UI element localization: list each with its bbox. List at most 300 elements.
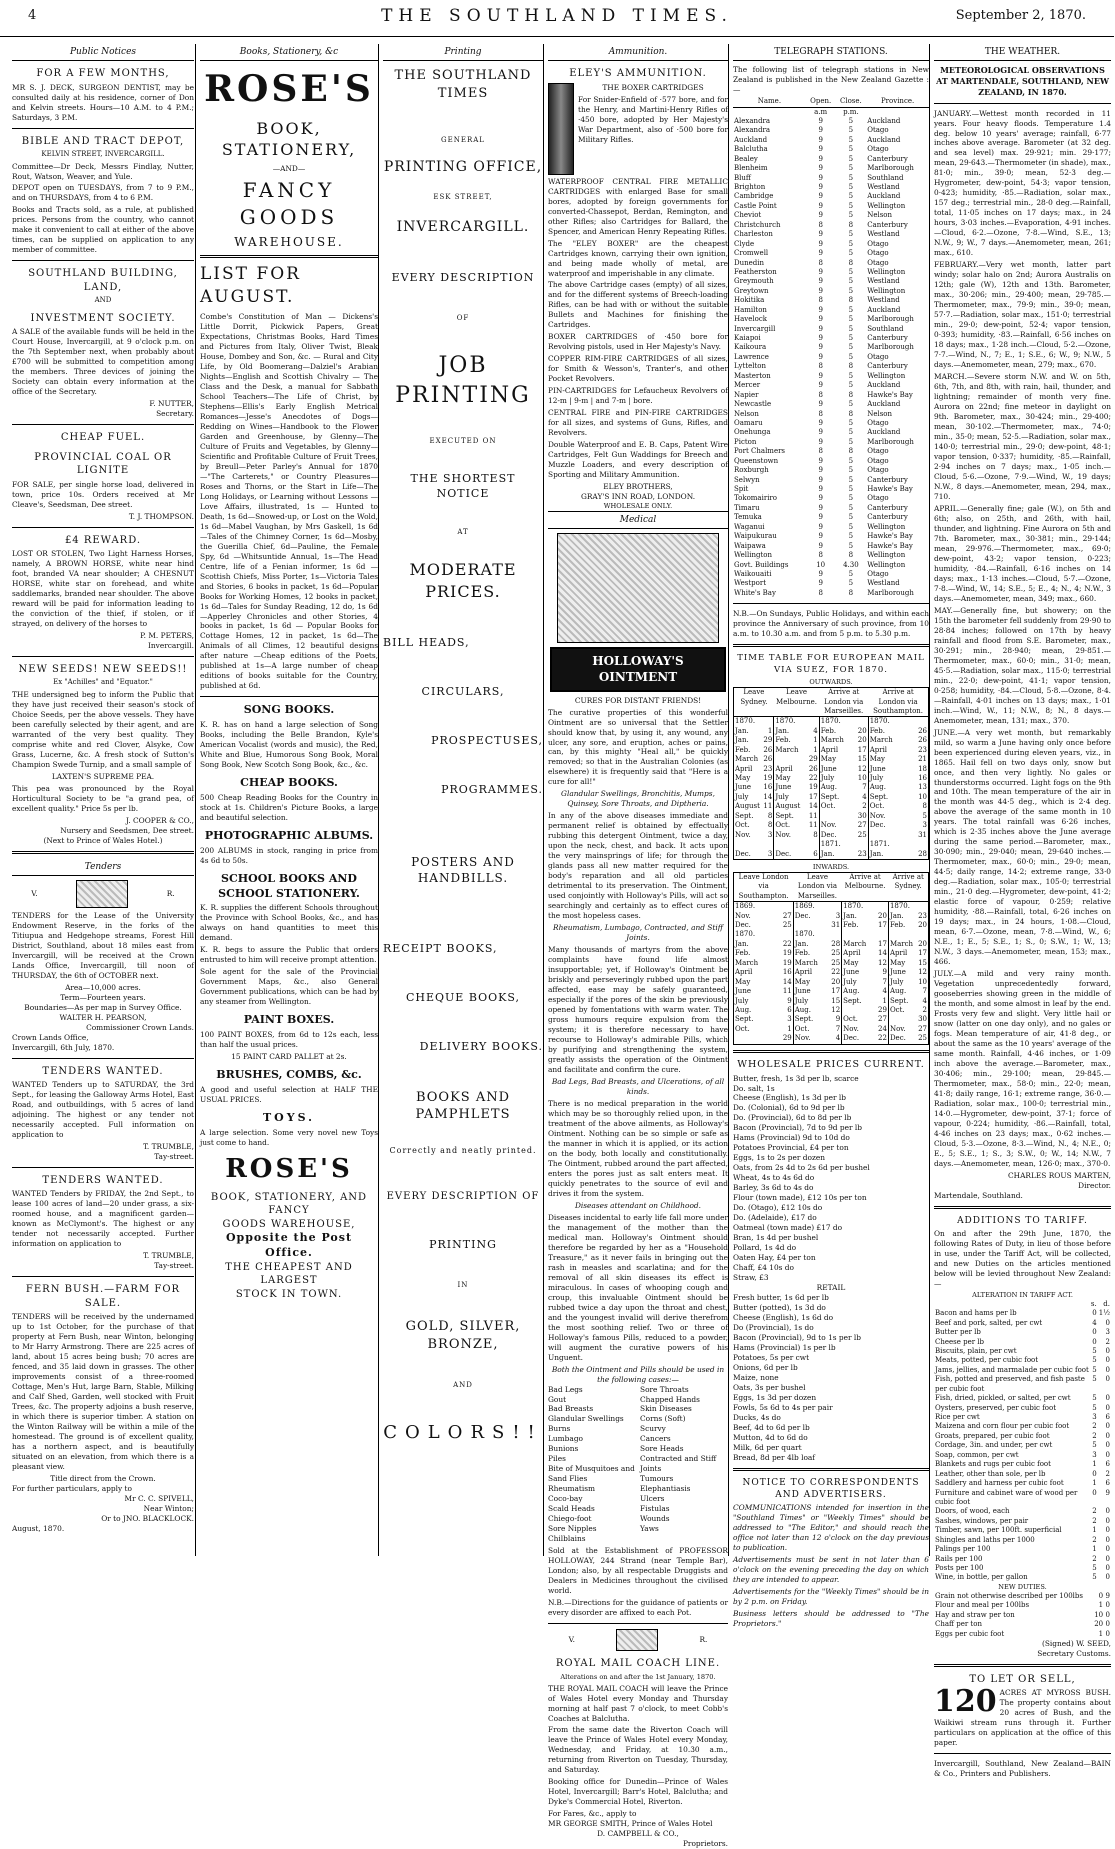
table-cell: 8 [848,409,854,418]
table-header: Leave London via Marseilles. [793,872,841,901]
table-cell: 9 [818,522,823,531]
table-cell: Onehunga [734,428,771,437]
table-row [733,287,929,296]
table-cell: Auckland [867,192,901,201]
retail-prices-list [733,1293,929,1463]
table-cell: May [793,978,827,987]
table-cell: August [774,802,806,811]
ad-subheading: Diseases attendant on Childhood. [574,1200,702,1210]
table-cell: Jan. [774,727,806,736]
table-cell: 5 [848,428,854,437]
table-cell: 16 [763,783,773,792]
table-cell: 9 [818,192,823,201]
ad-body: Committee—Dr Deck, Messrs Findlay, Nutter, Rout, Watson, Weaver, and Yule. [12,161,194,181]
table-cell: 3 [1105,1328,1110,1337]
table-cell: Aug. [868,783,910,792]
printing-line: THE SHORTEST NOTICE [410,471,516,500]
table-cell: 21 [918,755,927,764]
table-row [934,1545,1111,1554]
ad-title: FOR A FEW MONTHS, [36,68,170,80]
ad-signature: CHARLES ROUS MARTEN, [1008,1170,1111,1180]
table-row [934,1601,1111,1610]
diseases-list [548,1385,728,1545]
list-item: Do. (Colonial), 6d to 9d per lb [733,1103,845,1113]
table-cell: Wellington [734,551,773,560]
column-telegraph [728,44,933,1629]
table-cell [853,717,868,727]
table-cell: 3 [787,1015,792,1024]
ad-body: Diseases incidental to early life fall more under the management of the mother than the medical man. Holloway's Ointment should therefore be regarded by her as a "Household Treasure," as it never fails in bringing out the rash in measles and scarlatina; and for the removal of all skin diseases its effect is miraculous. In cases of whooping cough and croup, this invaluable Ointment should be rubbed twice a day upon the throat and chest, and the youngest invalid will derive therefrom the most soothing relief. Two or three of Holloway's famous Pills, reduced to a powder, will augment the curative powers of his Unguent. [548,1212,728,1362]
table-cell: 9 [818,211,823,220]
table-row [934,1489,1111,1508]
ad-body: N.B.—Directions for the guidance of patients or every disorder are affixed to each Pot. [548,1598,728,1618]
table-row [733,381,929,390]
table-cell: 9 [818,381,823,390]
table-cell: 11 [782,987,792,996]
table-cell: Oct. [819,802,853,811]
table-cell: 5 [848,135,854,144]
table-cell: 9 [818,343,823,352]
table-row [733,343,929,352]
ad-line: Boundaries—As per map in Survey Office. [24,1002,182,1012]
table-cell: 9 [818,116,823,125]
table-cell [762,717,774,727]
table-cell [910,717,929,727]
crest-letter: V. [568,1635,576,1645]
table-cell: 23 [857,849,867,858]
table-cell: 26 [763,745,773,754]
table-cell: 0 [1092,1337,1097,1346]
table-cell: 1871. [868,840,910,849]
table-cell: April [793,968,827,977]
table-cell: 11 [808,811,818,820]
table-cell: 14 [782,977,792,986]
table-cell: 9 [818,418,823,427]
table-cell: 9 [818,126,823,135]
table-row [734,959,929,968]
table-row [733,192,929,201]
table-cell: 17 [857,745,867,754]
table-row [733,145,929,154]
table-cell: Aug. [793,1006,827,1015]
table-cell: Otago [867,466,889,475]
table-cell: 9 [818,569,823,578]
ad-body: WANTED Tenders by FRIDAY, the 2nd Sept., to lease 100 acres of land—20 under grass, a six-roomed house, and a magnificent garden—known as McClymont's. The highest or any tender not necessarily accepted. Further information on application to [12,1189,194,1249]
list-item: Butter, fresh, 1s 3d per lb, scarce [733,1073,859,1083]
table-row [734,987,929,996]
table-cell: 1870. [774,717,806,727]
table-cell: 8 [767,821,773,830]
table-row [733,259,929,268]
table-cell: 10 [918,792,927,801]
table-cell: Flour and meal per 100lbs [935,1601,1030,1610]
table-row [733,240,929,249]
table-cell: Oct. [793,1025,827,1034]
table-cell: Westland [867,296,900,305]
list-item: Ducks, 4s do [733,1412,781,1422]
list-item: Potatoes Provincial, £4 per ton [733,1143,849,1153]
table-row [734,821,929,830]
table-row [733,164,929,173]
table-cell: 12 [857,764,867,773]
table-row [934,1451,1111,1460]
table-cell: Aug. [888,987,916,996]
intro-text: The following list of telegraph stations in New Zealand is published in the New Zealand Gazette :— [733,65,929,95]
ad-title: CHEAP FUEL. [60,432,146,444]
table-cell [910,840,929,849]
table-cell: 0 [1105,1535,1110,1544]
table-cell: 5 [848,475,854,484]
table-cell: Feb. [735,949,751,958]
table-row [734,802,929,811]
table-cell: 9 [818,456,823,465]
table-cell: 8 [818,258,823,267]
ad-body: DEPOT open on TUESDAYS, from 7 to 9 P.M., and on THURSDAYS, from 4 to 6 P.M. [12,183,194,203]
newspaper-title: THE SOUTHLAND TIMES. [381,6,733,26]
table-header: Leave Melbourne. [774,688,819,717]
table-cell: 20 [857,736,867,745]
table-row [734,1034,929,1044]
table-cell: White's Bay [734,588,776,597]
table-cell: 16 [782,968,792,977]
printing-line: JOB PRINTING [395,353,531,408]
table-row [934,1611,1111,1620]
table-cell: March [735,958,759,967]
table-cell: 30 [918,1015,927,1024]
ad-body: Booking office for Dunedin—Prince of Wales Hotel, Invercargill; Barr's Hotel, Balclutha; and Dyke's Commercial Hotel, Riverton. [548,1777,728,1807]
table-cell: 9 [818,239,823,248]
table-row [733,532,929,541]
ad-body: WATERPROOF CENTRAL FIRE METALLIC CARTRIDGES with enlarged Base for small bores, adopted by foreign governments for converted-Chassepot, Berdan, Remington, and other Rifles; also Cartridges for Ballard, the Spencer, and American Henry Repeating Rifles. [548,176,728,236]
ad-signature: WHOLESALE ONLY. [603,502,673,511]
ad-body: PIN-CARTRIDGES for Lefaucheux Revolvers of 12-m | 9-m | and 7-m | bore. [548,386,728,406]
list-item: Milk, 6d per quart [733,1442,802,1452]
table-cell: Dec. [868,821,910,830]
table-cell: 4 [835,1034,841,1043]
table-cell [827,902,842,912]
table-cell: 9 [818,154,823,163]
table-cell: April [888,949,916,958]
printing-line: BILL HEADS, [383,636,470,650]
table-cell: 4 [922,996,927,1005]
list-item: Sore Throats [640,1384,689,1394]
table-cell: Nov. [735,830,751,839]
table-cell: 1 [1092,1460,1097,1469]
table-cell: 1 [813,736,818,745]
ad-title: PHOTOGRAPHIC ALBUMS. [204,828,374,842]
table-cell: Jan. [735,736,749,745]
table-cell: Auckland [867,135,901,144]
ad-signature: F. NUTTER, [149,399,194,409]
list-item: Onions, 6d per lb [733,1363,798,1373]
table-row [733,504,929,513]
table-cell: 5 [848,371,854,380]
ad-signature: (Next to Prince of Wales Hotel.) [43,835,163,845]
table-cell: 0 [1105,1431,1110,1440]
table-cell: 9 [818,201,823,210]
table-cell: Auckland [867,305,901,314]
ad-signature: T. TRUMBLE, [143,1141,194,1151]
table-cell: 8 [848,588,854,597]
table-cell: Westland [867,183,900,192]
table-cell: 19 [808,783,818,792]
ad-subheading: Rheumatism, Lumbago, Contracted, and Stiff Joints. [553,923,723,943]
ad-body: For Snider-Enfield of ·577 bore, and for the Henry, and Martini-Henry Rifles of ·450 bore, adopted by Her Majesty's War Department, also of ·500 bore for Military Rifles. [578,94,728,144]
table-row [934,1404,1111,1413]
table-cell: Kaikoura [734,343,767,352]
table-cell: Queenstown [734,456,779,465]
table-cell: Tokomairiro [734,494,777,503]
table-cell: 9 [818,475,823,484]
month-observation: APRIL.—Generally fine; gale (W.), on 5th and 6th; also, on 25th, and 26th, with hail, thunder, and lightning. Fine Aurora on 5th and 7th. Barometer, max., 30·381; min., 29·144; mean, 29·976.—Thermometer, max., 69·0; dew-point, 43·2; vapor tension, 0·223; humidity, ·84.—Rainfall, 6·16 inches on 14 days; max., 1·13 inches.—Cloud, 5·7.—Ozone, 7·8.—Wind, W., 14; S.E., 5; E., 4; N., 4; N.W., 3 days.—Anemometer, mean, 349; max., 660. [934,503,1111,603]
table-cell: Roxburgh [734,466,769,475]
table-cell: 8 [848,296,854,305]
table-cell: Hawke's Bay [867,532,913,541]
ad-title: SOUTHLAND BUILDING, LAND, [28,268,178,293]
table-cell: 9 [818,277,823,286]
printing-line: POSTERS AND HANDBILLS. [411,854,515,885]
table-cell: 26 [918,726,927,735]
table-cell: 18 [918,764,927,773]
table-row [733,202,929,211]
table-row [733,155,929,164]
notice-body: COMMUNICATIONS intended for insertion in the "Southland Times" or "Weekly Times" should be addressed to "The Editor," and should reach the office not later than 12 o'clock on the day previous to publication. [733,1503,929,1553]
nb-text: N.B.—On Sundays, Public Holidays, and within each province the Anniversary of such province, from 10 a.m. to 10.30 a.m. and from 5 p.m. to 5.30 p.m. [733,609,929,639]
month-observation: JULY.—A mild and very rainy month. Vegetation unprecedentedly forward, gooseberries showing green in the middle of the month, and some almost in leaf by the end. Frosts very few and slight. Very little hail or snow (latter on one day only), and no gales or fogs. Mean temperature of air, 41·8 deg., or about the same as the 10 years' average of the same month. Rainfall, 4·46 inches, or 1·09 inch above the average.—Barometer, max., 30·406; min., 29·100; mean, 29·845.—Thermometer, max., 58·0; min., 22·0; mean, 41·8; daily range, 16·1; extreme range, 36·0.—Radiation, solar max., 100·0; terrestrial min., 14·0.—Hygrometer, dew-point, 37·1; force of vapour, 0·224; humidity, ·86.—Rainfall, total, 4·46 inches on 23 days; max., 0·62 inches.—Cloud, 5·3.—Ozone, 8·3.—Wind, N., 4; N.E., 0; E., 5; S.E., 1; S., 3; S.W., 0; W., 14; N.W., 7 days.—Anemometer, mean, 126·0; max., 370·0. [934,969,1111,1168]
table-cell: 23 [918,745,927,754]
table-cell: Otago [867,456,889,465]
table-cell: Lawrence [734,352,769,361]
acreage-number: 120 [934,1684,997,1720]
table-cell: 8 [848,220,854,229]
table-row [934,1319,1111,1328]
rose-logo-title: ROSE'S [225,1153,353,1184]
table-cell: 9 [1105,1488,1110,1497]
table-cell: 9 [818,532,823,541]
table-cell: Jan. [819,850,853,860]
printing-line: MODERATE PRICES. [409,560,517,601]
table-cell: 1 [882,996,887,1005]
list-item: Bad Legs [548,1384,583,1394]
table-cell: 1 [1092,1526,1097,1535]
ad-body: The curative properties of this wonderful Ointment are so universal that the Settler should know that, by using it, any wound, any ulcer, any sore, and eruption, aches or pains, can, by this mighty "Heal all," be quickly removed; so that in the Australian Colonies (as elsewhere) it is frequently said that "Here is a cure for all!" [548,707,728,787]
table-cell: 9 [818,135,823,144]
table-cell: Sept. [842,997,874,1006]
table-row [733,268,929,277]
table-cell: Maizena and corn flour per cubic foot [935,1422,1070,1431]
table-cell: 19 [782,958,792,967]
table-cell: Oct. [888,1006,916,1015]
table-cell: 5 [848,324,854,333]
table-cell: 3 [1092,1413,1097,1422]
table-cell: Aug. [842,987,874,996]
table-cell: 9 [818,249,823,258]
section-header: Ammunition. [548,44,728,61]
ad-signature: Tay-street. [154,1151,194,1161]
table-row [733,457,929,466]
table-cell: Auckland [734,135,768,144]
table-cell: 0 [1105,1610,1110,1619]
table-cell: April [819,746,853,755]
printing-line: GOLD, SILVER, BRONZE, [405,1319,521,1352]
table-unit: d. [1103,1299,1110,1308]
table-cell: 5 [848,437,854,446]
table-cell: Lyttelton [734,362,767,371]
ad-line: 15 PAINT CARD PALLET at 2s. [231,1052,347,1062]
table-cell: Bacon and hams per lb [935,1309,1017,1318]
table-row [733,579,929,588]
new-duties-table [934,1592,1111,1639]
table-cell: 10 [1094,1610,1104,1619]
list-item: Straw, £3 [733,1273,769,1283]
list-item: Cancers [640,1434,671,1444]
table-cell: Sept. [735,811,754,820]
table-cell: 4 [882,987,887,996]
table-cell: Meats, potted, per cubic foot [935,1356,1039,1365]
list-item: Butter (potted), 1s 3d do [733,1303,826,1313]
table-cell [734,840,763,849]
ad-signature: Secretary. [156,409,194,419]
table-cell: 1870. [842,902,874,912]
table-cell: Dec. [735,849,751,858]
ad-body: K. R. supplies the different Schools throughout the Province with School Books, &c., and has always on hand quantities to meet this demand. [200,903,378,943]
table-cell: Jan. [735,726,749,735]
table-header: Close. [836,97,867,107]
table-cell: Nov. [774,831,806,840]
table-cell: Hokitika [734,296,765,305]
table-cell: Sept. [868,793,910,802]
table-cell: 9 [818,428,823,437]
table-cell: Otago [867,145,889,154]
list-item: Tumours [640,1474,674,1484]
table-cell: 2 [922,1005,927,1014]
table-row [934,1479,1111,1488]
table-cell: 5 [848,456,854,465]
table-cell: 26 [808,764,818,773]
table-cell: 5 [848,164,854,173]
table-cell: 27 [782,911,792,920]
table-cell: 9 [818,286,823,295]
table-cell: 5 [848,305,854,314]
table-cell: 1869. [735,902,756,911]
section-header: THE WEATHER. [934,44,1111,61]
table-cell: 24 [878,1024,887,1033]
table-cell: Otago [867,258,889,267]
table-cell: 5 [848,145,854,154]
table-cell: Oct. [842,1015,874,1024]
table-cell: Feb. [842,921,874,930]
table-cell: 5 [848,381,854,390]
table-cell: Otago [867,352,889,361]
table-cell: Dec. [735,921,751,930]
table-row [734,717,929,727]
table-cell: 5 [1092,1394,1097,1403]
table-cell: Feb. [819,727,853,736]
ad-body: Sole agent for the sale of the Provincial Government Maps, &c., also General Government publications, which can be had by any steamer from Wellington. [200,967,378,1007]
table-row [733,400,929,409]
table-cell: 9 [818,315,823,324]
list-item: Burns [548,1424,571,1434]
ad-body: There is no medical preparation in the world which may be so thoroughly relied upon, in the treatment of the above ailments, as Holloway's Ointment. Nothing can be so simple or safe as the manner in which it is applied, or its action on the body, both locally and constitutionally. The Ointment, rubbed around the part affected, enters the pores just as salt enters meat. It quickly penetrates to the source of evil and drives it from the system. [548,1098,728,1198]
ad-signature: P. M. PETERS, [140,630,194,640]
printing-line: RECEIPT BOOKS, [383,942,498,956]
table-cell: 20 [918,939,927,948]
ad-title: £4 REWARD. [64,534,142,546]
table-cell: 0 [1105,1356,1110,1365]
table-cell: Cheese per lb [935,1337,985,1346]
month-observation: MAY.—Generally fine, but showery; on the 15th the barometer fell suddenly from 29·90 to 28·84 inches; followed on 17th by heavy rainfall and flood from S.E. Barometer, max., 30·291; min., 28·940; mean, 29·851.—Thermometer, max., 60·0; min., 31·0; mean, 45·5.—Radiation, solar max., 115·0; terrestrial min., 22·0; dew-point, 41·1; vapor tension, 0·258; humidity, ·84.—Cloud, 5·8.—Ozone, 8·4.—Rainfall, 4·01 inches on 13 days; max., 1·01 inch.—Wind, W., 11; N.W., 8; N., 8 days.—Anemometer, mean, 131; max., 370. [934,605,1111,725]
table-row [733,211,929,220]
table-row [934,1432,1111,1441]
mail-inwards-table [733,872,929,1045]
table-cell: Eggs per cubic foot [935,1629,1005,1638]
table-cell: July [774,793,806,802]
ad-body: 200 ALBUMS in stock, ranging in price from 4s 6d to 50s. [200,845,378,865]
table-cell: Wellington [867,522,906,531]
table-cell: Chaff per ton [935,1620,982,1629]
table-cell: Otago [867,239,889,248]
table-row [734,968,929,977]
table-cell: 1869. [793,902,827,912]
printing-line: IN [457,1280,469,1289]
table-cell: 22 [808,774,818,782]
table-cell: 5 [848,277,854,286]
table-cell: Alexandra [734,116,771,125]
table-unit: s. [1090,1299,1097,1308]
printing-line: AND [453,1381,473,1390]
table-row [733,570,929,579]
royal-crest [548,1629,728,1651]
table-cell: 5 [848,239,854,248]
list-item: Cheese (English), 1s 3d per lb [733,1093,847,1103]
table-cell: 0 [1105,1394,1110,1403]
table-cell: April [735,764,753,773]
ad-body: 100 PAINT BOXES, from 6d to 12s each, less than half the usual prices. [200,1030,378,1050]
table-cell: Otago [867,494,889,503]
table-cell [853,840,868,849]
table-cell: Southland [867,324,904,333]
table-cell: 1870. [735,717,756,726]
ad-title: WAREHOUSE. [234,234,344,249]
ad-line: —AND— [272,163,306,173]
table-cell: Picton [734,437,757,446]
table-cell: Hamilton [734,305,767,314]
ad-line: Invercargill, 6th July, 1870. [12,1042,115,1052]
ad-line: For further particulars, apply to [12,1484,132,1494]
printing-line: OF [456,313,470,322]
table-header: Leave Sydney. [734,688,774,717]
list-item: Do. salt, 1s [733,1083,775,1093]
list-item: Scald Heads [548,1504,595,1514]
table-cell: 9 [818,324,823,333]
table-cell: 3 [835,911,841,920]
table-cell: 5 [848,334,854,343]
list-item: Coco-bay [548,1494,583,1504]
table-cell: Marlborough [867,343,914,352]
table-cell: 10 [857,774,867,782]
ad-body: K. R. has on hand a large selection of Song Books, including the Belle Brandon, Kyle's American Vocalist (words and music), the Red, White and Blue, Humorous Song Book, Moral Song Book, New Scotch Song Book, &c., &c. [200,720,378,770]
table-cell: Sept. [735,1015,754,1024]
table-cell: Spit [734,485,749,494]
rose-logo-title: ROSE'S [204,68,374,111]
ad-body: Combe's Constitution of Man — Dickens's Little Dorrit, Pickwick Papers, Great Expectations, Christmas Books, Hard Times and Pictures from Italy, Oliver Twist, Bleak House, Dombey and Son, &c. — Rural and City Life, by Old Boomerang—Dalziel's Arabian Nights—English and Scottish Chivalry — The Class and the Desk, a manual for Sabbath School Teachers—The Life of Christ, by Stephens—Ellis's Early English Metrical Romances—Jesse's Anecdotes of Dogs—Redding on Wines—Handbook to the Flower Garden and Greenhouse, by Glenny—The Culture of Fruits and Vegetables, by Glenny—Scientific and Profitable Culture of Fruit Trees, by Breull—Peter Parley's Annual for 1870—"The Carterets," or Country Pleasures—Roses and Thorns, or the Start in Life—The Long Holidays, or Learning without Lessons — Love Affairs, illustrated, 1s — Hunted to Death, 1s 6d—Snowed-up, or Lost on the Wold, 1s 6d—Mabel Vaughan, by Mrs Gaskell, 1s 6d—Tales of the Chimney Corner, 1s 6d—Mosby, the Guerilla Chief, 6d—Pauline, the Female Spy, 6d —Whitsuntide Annual, 1s—The Head Centre, life of a Fenian informer, 1s 6d —Scottish Chiefs, Miss Porter, 1s—Victoria Tales and Stories, 6 books in packet, 1s 6d—Popular Books for Working Homes, 12 books in packet, 1s 6d—Tales for Sunday Reading, 12 do, 1s 6d—Apperley Chronicles and other Stories, 4 books in packet, 1s 6d — Popular Books for Cottage Homes, 12 in packet, 1s 6d—The Animals of all Climes, 12 beautiful designs after nature —Cheap editions of the Poets, published at 1s—A large number of cheap editions of books suitable for the Country, published at 6d. [200,311,378,691]
table-cell: 14 [808,802,818,811]
table-cell: Fish, potted and preserved, and fish paste per cubic foot [935,1375,1085,1393]
table-cell: 4 [1092,1318,1097,1327]
masthead [0,0,1114,37]
table-cell: Hay and straw per ton [935,1610,1015,1619]
table-cell: Selwyn [734,475,760,484]
